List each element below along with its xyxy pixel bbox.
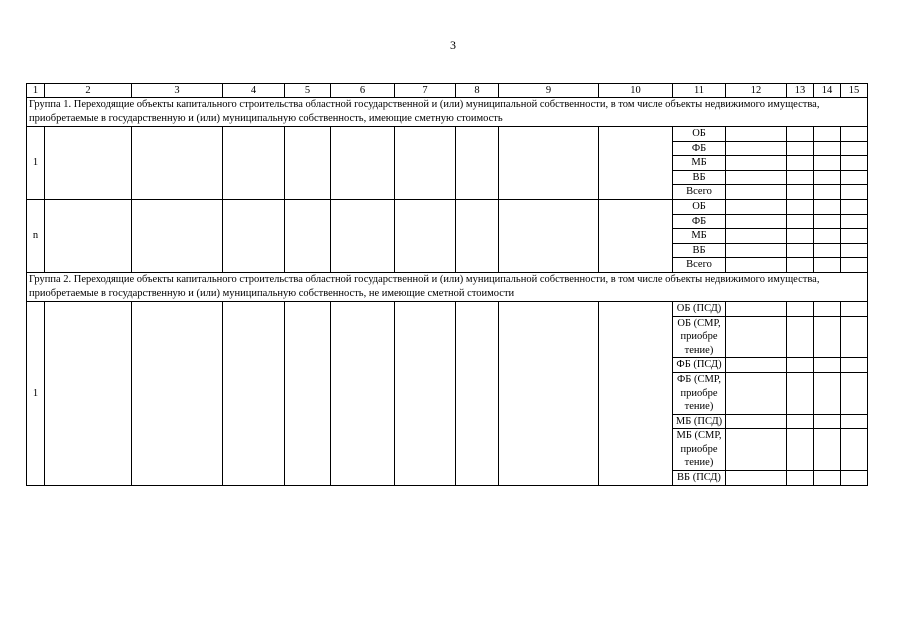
funding-source: ВБ (ПСД) <box>673 471 726 486</box>
column-header: 11 <box>673 84 726 98</box>
funding-source: ОБ (СМР, приобре тение) <box>673 316 726 358</box>
group-title: Группа 1. Переходящие объекты капитального строительства областной государственной и (или) муниципальной собственности, в том числе объекты недвижимого имущества, приобретаемые в государственную и (или) муниципальную собственность, имеющие сметную стоимость <box>27 98 868 127</box>
column-header: 1 <box>27 84 45 98</box>
funding-source: ОБ (ПСД) <box>673 301 726 316</box>
column-header: 8 <box>456 84 499 98</box>
funding-source: МБ (ПСД) <box>673 414 726 429</box>
column-number-row <box>27 84 868 98</box>
group-title: Группа 2. Переходящие объекты капитального строительства областной государственной и (или) муниципальной собственности, в том числе объекты недвижимого имущества, приобретаемые в государственную и (или) муниципальную собственность, не имеющие сметной стоимости <box>27 272 868 301</box>
column-header: 3 <box>132 84 223 98</box>
funding-source: ОБ <box>673 199 726 214</box>
funding-source: ВБ <box>673 170 726 185</box>
group-row <box>27 272 868 301</box>
funding-source: ФБ (СМР, приобре тение) <box>673 372 726 414</box>
column-header: 10 <box>599 84 673 98</box>
column-header: 4 <box>223 84 285 98</box>
group-row <box>27 98 868 127</box>
funding-source: ФБ <box>673 214 726 229</box>
column-header: 13 <box>787 84 814 98</box>
funding-source: ОБ <box>673 127 726 142</box>
column-header: 7 <box>395 84 456 98</box>
page-number: 3 <box>450 38 456 52</box>
funding-source: МБ (СМР, приобре тение) <box>673 429 726 471</box>
column-header: 6 <box>331 84 395 98</box>
column-header: 14 <box>814 84 841 98</box>
funding-source: ВБ <box>673 243 726 258</box>
funding-source: МБ <box>673 156 726 171</box>
funding-source: Всего <box>673 258 726 273</box>
column-header: 5 <box>285 84 331 98</box>
funding-source: ФБ <box>673 141 726 156</box>
object-number: n <box>27 199 45 272</box>
column-header: 12 <box>726 84 787 98</box>
column-header: 15 <box>841 84 868 98</box>
funding-source: МБ <box>673 229 726 244</box>
budget-table <box>26 83 868 486</box>
funding-source: Всего <box>673 185 726 200</box>
column-header: 2 <box>45 84 132 98</box>
object-number: 1 <box>27 127 45 200</box>
object-number: 1 <box>27 301 45 485</box>
column-header: 9 <box>499 84 599 98</box>
funding-source: ФБ (ПСД) <box>673 358 726 373</box>
